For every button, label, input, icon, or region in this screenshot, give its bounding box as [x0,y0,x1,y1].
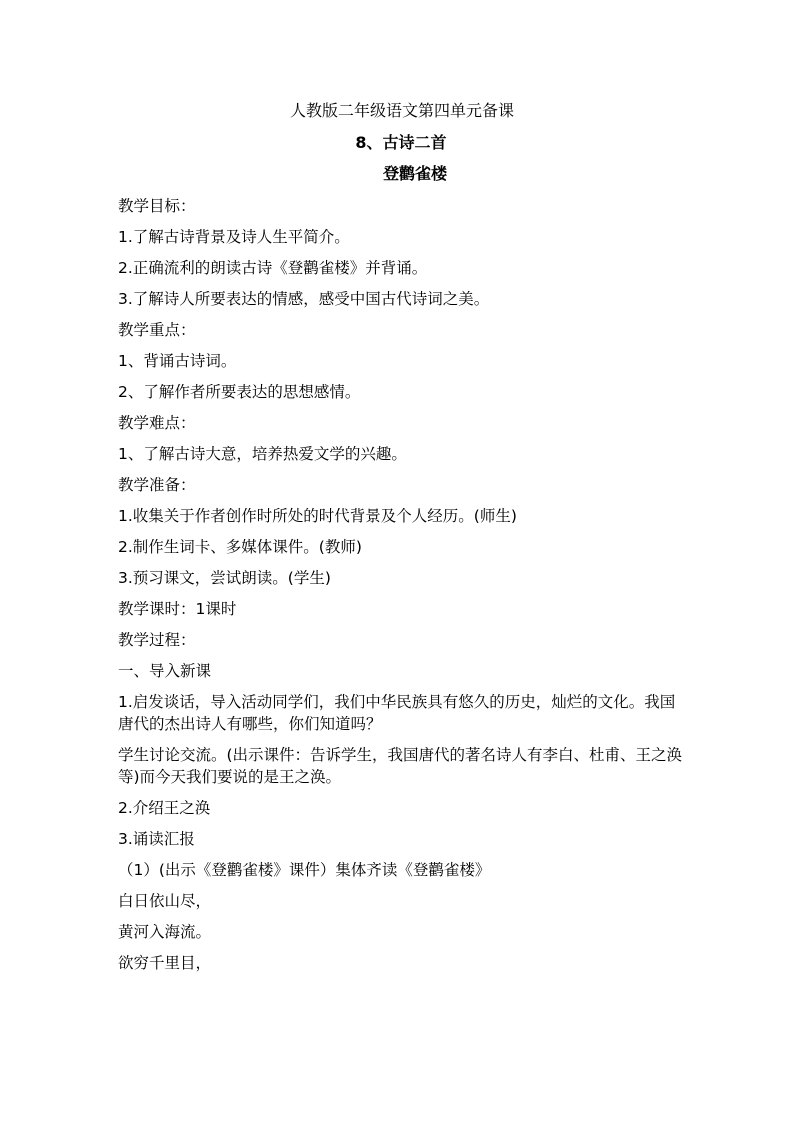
lesson-title: 8、古诗二首 [355,133,447,152]
objective-item: 1.了解古诗背景及诗人生平简介。 [118,228,350,246]
preparation-item: 3.预习课文，尝试朗读。(学生) [118,569,331,587]
section-heading-preparation: 教学准备： [118,476,196,494]
poem-line: 黄河入海流。 [118,923,212,941]
process-item: （1）(出示《登鹳雀楼》课件）集体齐读《登鹳雀楼》 [118,861,491,879]
preparation-item: 1.收集关于作者创作时所处的时代背景及个人经历。(师生) [118,507,517,525]
key-point-item: 2、了解作者所要表达的思想感情。 [118,383,361,401]
difficulty-item: 1、了解古诗大意，培养热爱文学的兴趣。 [118,445,407,463]
preparation-item: 2.制作生词卡、多媒体课件。(教师) [118,538,362,556]
process-paragraph: 学生讨论交流。(出示课件：告诉学生，我国唐代的著名诗人有李白、杜甫、王之涣等)而今天我们要说的是王之涣。 [118,746,683,786]
section-heading-objectives: 教学目标： [118,197,196,215]
section-heading-difficulties: 教学难点： [118,414,196,432]
objective-item: 3.了解诗人所要表达的情感，感受中国古代诗词之美。 [118,290,490,308]
process-item: 2.介绍王之涣 [118,799,211,817]
class-hours: 教学课时：1课时 [118,600,237,618]
document-title: 人教版二年级语文第四单元备课 [289,101,514,120]
section-heading-key-points: 教学重点： [118,321,196,339]
objective-item: 2.正确流利的朗读古诗《登鹳雀楼》并背诵。 [118,259,428,277]
document-body [118,195,688,983]
section-heading-process: 教学过程： [118,631,196,649]
process-step-heading: 一、导入新课 [118,662,212,680]
key-point-item: 1、背诵古诗词。 [118,352,237,370]
process-paragraph: 1.启发谈话，导入活动同学们，我们中华民族具有悠久的历史，灿烂的文化。我国唐代的杰出诗人有哪些，你们知道吗？ [118,693,676,733]
poem-line: 白日依山尽， [118,892,212,910]
poem-line: 欲穷千里目， [118,954,212,972]
process-item: 3.诵读汇报 [118,830,195,848]
poem-title: 登鹳雀楼 [382,164,447,183]
